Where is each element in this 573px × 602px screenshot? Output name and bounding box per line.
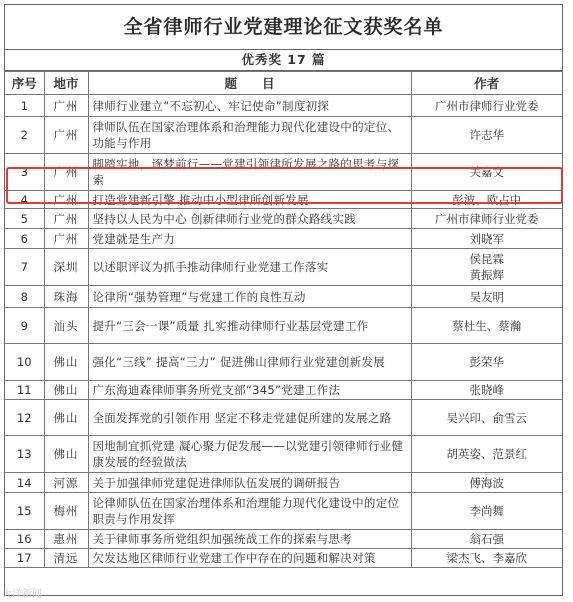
row-topic: 强化“三线” 提高“三力” 促进佛山律师行业党建创新发展 xyxy=(88,344,411,381)
row-city: 珠海 xyxy=(44,286,88,308)
row-author: 关嘉文 xyxy=(411,154,562,191)
row-topic: 论律所“强势管理”与党建工作的良性互动 xyxy=(88,286,411,308)
row-number: 15 xyxy=(5,493,44,530)
table-row xyxy=(5,344,562,381)
row-topic: 欠发达地区律师行业党建工作中存在的问题和解决对策 xyxy=(88,549,411,568)
table-row xyxy=(5,493,562,530)
row-author: 侯昆霖 黄振辉 xyxy=(411,249,562,286)
row-topic: 提升“三会一课”质量 扎实推动律师行业基层党建工作 xyxy=(88,308,411,344)
table-row xyxy=(5,473,562,493)
row-city: 河源 xyxy=(44,473,88,493)
header-city: 地市 xyxy=(44,72,88,95)
row-number: 13 xyxy=(5,436,44,473)
table-row xyxy=(5,530,562,549)
row-topic: 论律师队伍在国家治理体系和治理能力现代化建设中的定位职责与作用发挥 xyxy=(88,493,411,530)
row-number: 5 xyxy=(5,209,44,229)
table-row xyxy=(5,381,562,400)
row-number: 3 xyxy=(5,154,44,191)
table-row xyxy=(5,191,562,209)
row-author: 吴友明 xyxy=(411,286,562,308)
row-number: 17 xyxy=(5,549,44,568)
award-category-subtitle: 优秀奖 17 篇 xyxy=(5,50,562,71)
row-number: 1 xyxy=(5,95,44,117)
row-city: 佛山 xyxy=(44,344,88,381)
row-city: 佛山 xyxy=(44,400,88,436)
table-row xyxy=(5,209,562,229)
row-topic: 关于律师事务所党组织加强统战工作的探索与思考 xyxy=(88,530,411,549)
row-number: 8 xyxy=(5,286,44,308)
row-number: 11 xyxy=(5,381,44,400)
row-number: 6 xyxy=(5,229,44,249)
header-author: 作者 xyxy=(411,72,562,95)
row-number: 9 xyxy=(5,308,44,344)
row-author: 刘晓军 xyxy=(411,229,562,249)
row-city: 广州 xyxy=(44,229,88,249)
row-city: 佛山 xyxy=(44,436,88,473)
table-row xyxy=(5,154,562,191)
table-row xyxy=(5,286,562,308)
row-topic: 律师行业建立“不忘初心、牢记使命”制度初探 xyxy=(88,95,411,117)
row-topic: 以述职评议为抓手推动律师行业党建工作落实 xyxy=(88,249,411,286)
watermark: 大洋新闻 xyxy=(2,589,42,600)
row-author: 吴兴印、俞雪云 xyxy=(411,400,562,436)
row-city: 深圳 xyxy=(44,249,88,286)
table-row xyxy=(5,400,562,436)
award-list-document xyxy=(4,4,563,596)
document-title: 全省律师行业党建理论征文获奖名单 xyxy=(5,5,562,50)
award-table xyxy=(5,71,562,568)
header-topic: 题 目 xyxy=(88,72,411,95)
row-city: 广州 xyxy=(44,154,88,191)
row-city: 梅州 xyxy=(44,493,88,530)
row-number: 16 xyxy=(5,530,44,549)
row-author: 翁石强 xyxy=(411,530,562,549)
table-row xyxy=(5,117,562,154)
table-header-row xyxy=(5,72,562,95)
row-author: 李尚舞 xyxy=(411,493,562,530)
row-author: 傅海波 xyxy=(411,473,562,493)
row-number: 2 xyxy=(5,117,44,154)
table-row xyxy=(5,229,562,249)
row-author: 蔡杜生、蔡瀚 xyxy=(411,308,562,344)
row-author: 广州市律师行业党委 xyxy=(411,209,562,229)
row-city: 广州 xyxy=(44,95,88,117)
row-topic: 党建就是生产力 xyxy=(88,229,411,249)
row-author: 彭波、欧占中 xyxy=(411,191,562,209)
row-city: 广州 xyxy=(44,209,88,229)
row-author: 彭荣华 xyxy=(411,344,562,381)
row-author: 张晓峰 xyxy=(411,381,562,400)
row-author: 广州市律师行业党委 xyxy=(411,95,562,117)
row-city: 汕头 xyxy=(44,308,88,344)
row-city: 广州 xyxy=(44,191,88,209)
row-topic: 关于加强律师党建促进律师队伍发展的调研报告 xyxy=(88,473,411,493)
table-row xyxy=(5,308,562,344)
row-topic: 脚踏实地，逐梦前行——党建引领律所发展之路的思考与探索 xyxy=(88,154,411,191)
header-no: 序号 xyxy=(5,72,44,95)
row-author: 胡英姿、范景红 xyxy=(411,436,562,473)
row-topic: 坚持以人民为中心 创新律师行业党的群众路线实践 xyxy=(88,209,411,229)
row-city: 佛山 xyxy=(44,381,88,400)
table-row xyxy=(5,95,562,117)
row-author: 梁杰飞、李嘉欣 xyxy=(411,549,562,568)
row-city: 惠州 xyxy=(44,530,88,549)
row-number: 14 xyxy=(5,473,44,493)
table-row xyxy=(5,436,562,473)
row-topic: 律师队伍在国家治理体系和治理能力现代化建设中的定位、功能与作用 xyxy=(88,117,411,154)
row-number: 12 xyxy=(5,400,44,436)
table-row xyxy=(5,249,562,286)
row-number: 7 xyxy=(5,249,44,286)
row-author: 许志华 xyxy=(411,117,562,154)
row-number: 10 xyxy=(5,344,44,381)
row-topic: 因地制宜抓党建 凝心聚力促发展——以党建引领律师行业健康发展的经验做法 xyxy=(88,436,411,473)
row-topic: 广东海迪森律师事务所党支部“345”党建工作法 xyxy=(88,381,411,400)
row-topic: 全面发挥党的引领作用 坚定不移走党建促所建的发展之路 xyxy=(88,400,411,436)
row-city: 清远 xyxy=(44,549,88,568)
row-topic: 打造党建新引擎 推动中小型律所创新发展 xyxy=(88,191,411,209)
row-city: 广州 xyxy=(44,117,88,154)
table-row xyxy=(5,549,562,568)
row-number: 4 xyxy=(5,191,44,209)
